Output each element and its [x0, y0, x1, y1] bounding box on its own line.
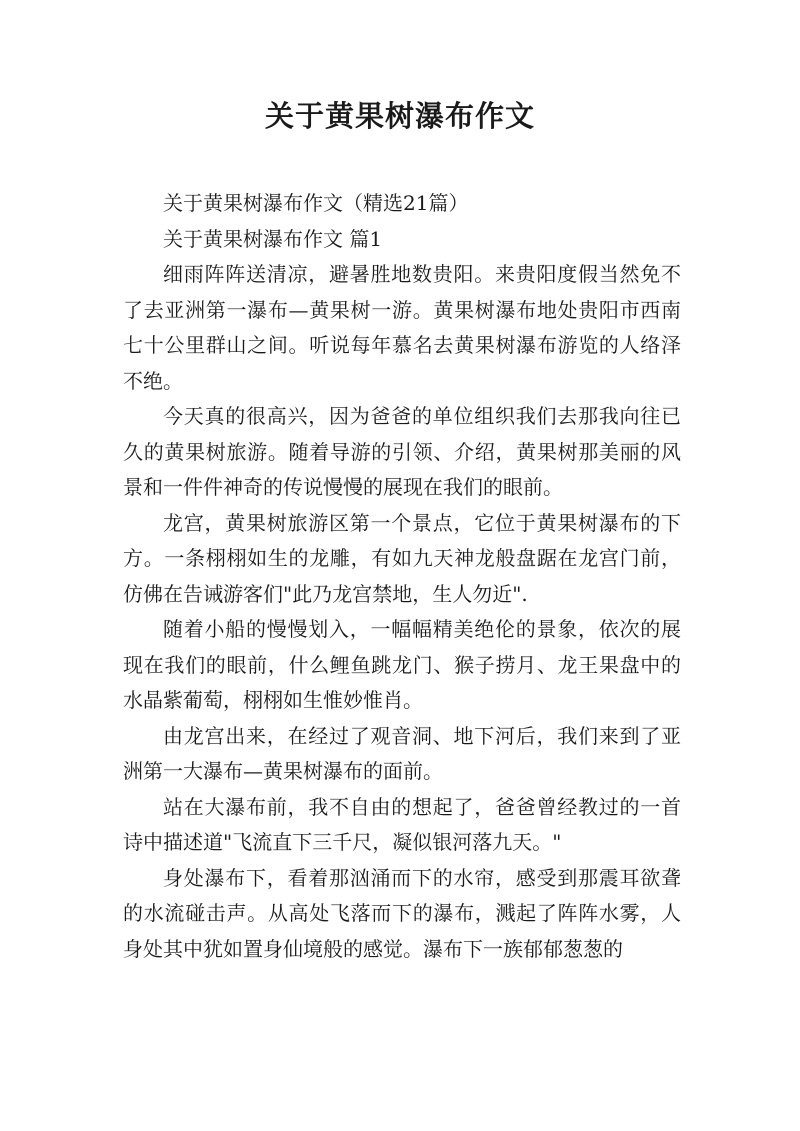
- body-paragraph: 龙宫，黄果树旅游区第一个景点，它位于黄果树瀑布的下方。一条栩栩如生的龙雕，有如九天神龙般盘踞在龙宫门前，仿佛在告诫游客们"此乃龙宫禁地，生人勿近".: [123, 510, 681, 606]
- document-body: [123, 186, 681, 967]
- subtitle-paragraph: 关于黄果树瀑布作文（精选21篇）: [163, 191, 469, 215]
- body-paragraph: 细雨阵阵送清凉，避暑胜地数贵阳。来贵阳度假当然免不了去亚洲第一瀑布—黄果树一游。黄果树瀑布地处贵阳市西南七十公里群山之间。听说每年慕名去黄果树瀑布游览的人络泽不绝。: [123, 262, 681, 393]
- body-paragraph: 今天真的很高兴，因为爸爸的单位组织我们去那我向往已久的黄果树旅游。随着导游的引领、介绍，黄果树那美丽的风景和一件件神奇的传说慢慢的展现在我们的眼前。: [123, 404, 681, 499]
- body-paragraph: 由龙宫出来，在经过了观音洞、地下河后，我们来到了亚洲第一大瀑布—黄果树瀑布的面前。: [123, 723, 681, 783]
- document-title: 关于黄果树瀑布作文: [264, 99, 535, 133]
- body-paragraph: 身处瀑布下，看着那汹涌而下的水帘，感受到那震耳欲聋的水流碰击声。从高处飞落而下的瀑布，溅起了阵阵水雾，人身处其中犹如置身仙境般的感觉。瀑布下一族郁郁葱葱的: [123, 865, 681, 961]
- section-heading: 关于黄果树瀑布作文 篇1: [163, 226, 383, 251]
- body-paragraph: 站在大瀑布前，我不自由的想起了，爸爸曾经教过的一首诗中描述道"飞流直下三千尺，凝似银河落九天。": [123, 794, 681, 854]
- body-paragraph: 随着小船的慢慢划入，一幅幅精美绝伦的景象，依次的展现在我们的眼前，什么鲤鱼跳龙门、猴子捞月、龙王果盘中的水晶紫葡萄，栩栩如生惟妙惟肖。: [123, 617, 681, 712]
